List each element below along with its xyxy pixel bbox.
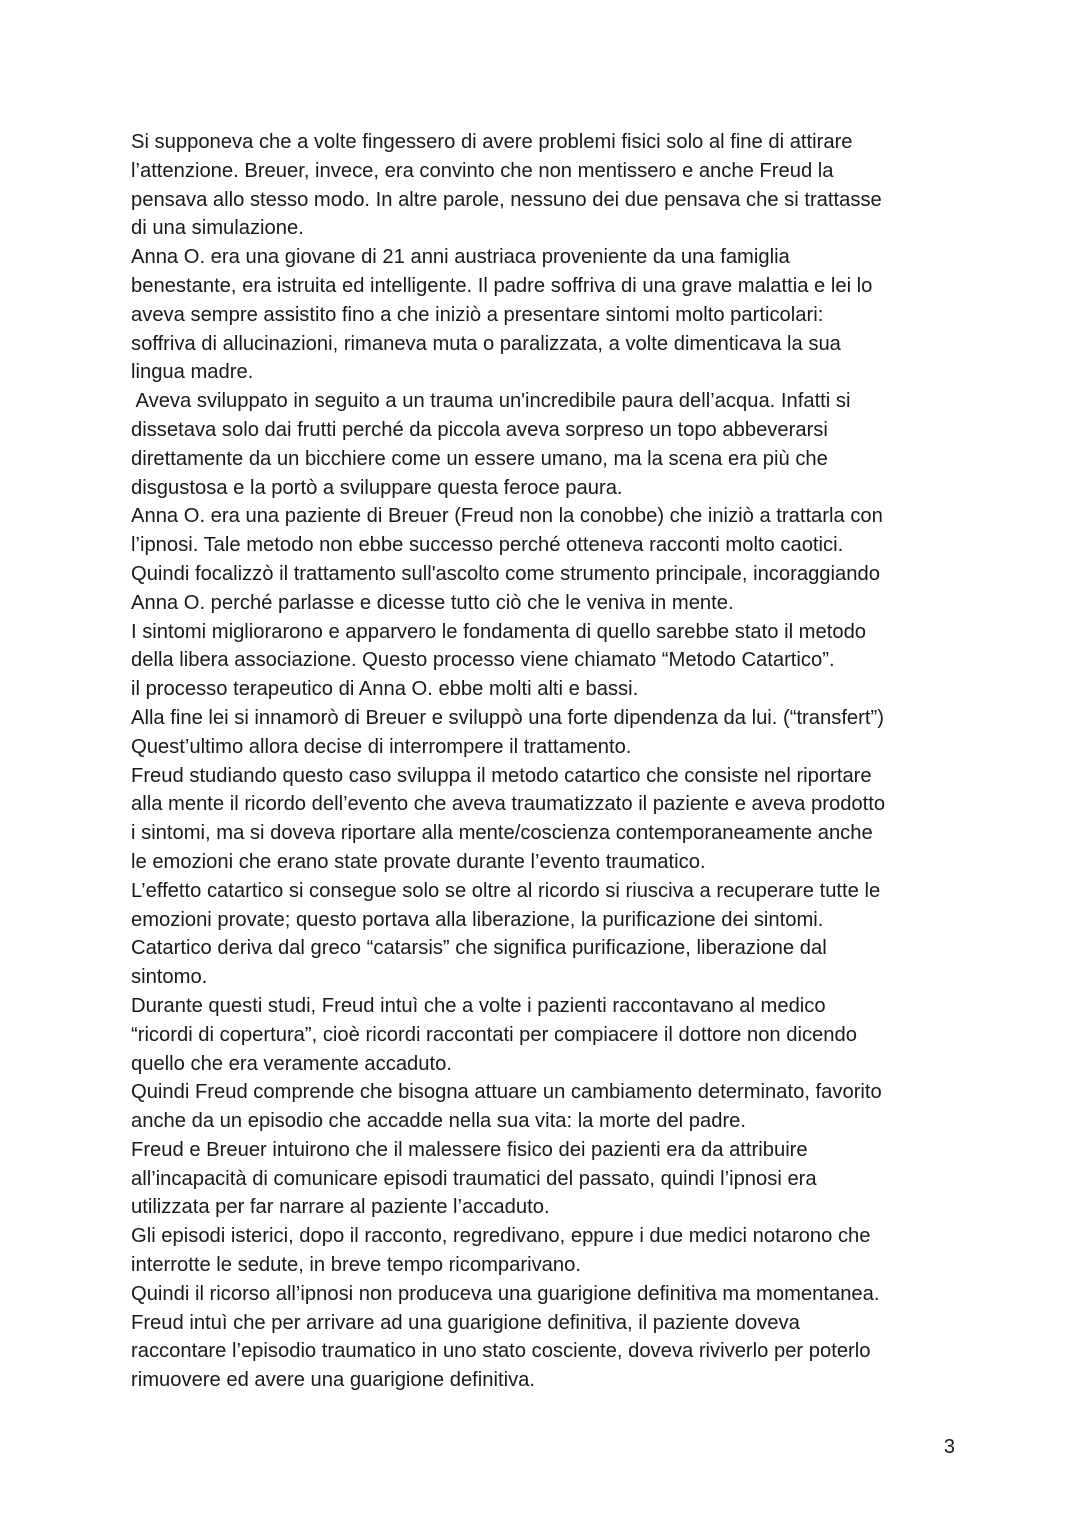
text-line: benestante, era istruita ed intelligente. Il padre soffriva di una grave malattia e lei lo bbox=[131, 274, 873, 297]
text-line: Freud studiando questo caso sviluppa il metodo catartico che consiste nel riportare bbox=[131, 764, 872, 787]
text-line: “ricordi di copertura”, cioè ricordi raccontati per compiacere il dottore non dicendo bbox=[131, 1023, 857, 1046]
text-line: Anna O. era una giovane di 21 anni austriaca proveniente da una famiglia bbox=[131, 246, 790, 269]
text-line: Quest’ultimo allora decise di interrompere il trattamento. bbox=[131, 735, 632, 758]
text-line: Durante questi studi, Freud intuì che a volte i pazienti raccontavano al medico bbox=[131, 994, 826, 1017]
text-line: l’attenzione. Breuer, invece, era convinto che non mentissero e anche Freud la bbox=[131, 159, 834, 182]
text-line: soffriva di allucinazioni, rimaneva muta o paralizzata, a volte dimenticava la sua bbox=[131, 332, 841, 355]
text-line: Freud e Breuer intuirono che il malessere fisico dei pazienti era da attribuire bbox=[131, 1138, 808, 1161]
text-line: Quindi il ricorso all’ipnosi non produceva una guarigione definitiva ma momentanea. bbox=[131, 1282, 880, 1305]
text-line: I sintomi migliorarono e apparvero le fondamenta di quello sarebbe stato il metodo bbox=[131, 620, 867, 643]
text-line: Si supponeva che a volte fingessero di avere problemi fisici solo al fine di attirare bbox=[131, 131, 853, 153]
text-line: Anna O. perché parlasse e dicesse tutto ciò che le veniva in mente. bbox=[131, 591, 734, 614]
body-text bbox=[131, 128, 961, 1395]
text-line: Catartico deriva dal greco “catarsis” che significa purificazione, liberazione dal bbox=[131, 937, 827, 960]
text-line: L’effetto catartico si consegue solo se oltre al ricordo si riusciva a recuperare tutte le bbox=[131, 879, 881, 902]
text-line: Anna O. era una paziente di Breuer (Freud non la conobbe) che iniziò a trattarla con bbox=[131, 505, 883, 528]
text-line: quello che era veramente accaduto. bbox=[131, 1052, 452, 1075]
text-line: Alla fine lei si innamorò di Breuer e sviluppò una forte dipendenza da lui. (“transfert”) bbox=[131, 706, 884, 729]
text-line: Quindi focalizzò il trattamento sull'ascolto come strumento principale, incoraggiando bbox=[131, 562, 880, 585]
text-line: anche da un episodio che accadde nella sua vita: la morte del padre. bbox=[131, 1110, 747, 1133]
text-line: rimuovere ed avere una guarigione definitiva. bbox=[131, 1369, 535, 1392]
text-line: Gli episodi isterici, dopo il racconto, regredivano, eppure i due medici notarono che bbox=[131, 1225, 871, 1248]
text-line: sintomo. bbox=[131, 966, 208, 989]
text-line: dissetava solo dai frutti perché da piccola aveva sorpreso un topo abbeverarsi bbox=[131, 418, 828, 441]
text-line: il processo terapeutico di Anna O. ebbe molti alti e bassi. bbox=[131, 678, 639, 701]
text-line: l’ipnosi. Tale metodo non ebbe successo perché otteneva racconti molto caotici. bbox=[131, 534, 844, 557]
text-line: raccontare l’episodio traumatico in uno stato cosciente, doveva riviverlo per poterlo bbox=[131, 1340, 871, 1363]
text-line: della libera associazione. Questo processo viene chiamato “Metodo Catartico”. bbox=[131, 649, 835, 672]
page-number: 3 bbox=[943, 1436, 955, 1458]
text-line: interrotte le sedute, in breve tempo ricomparivano. bbox=[131, 1254, 581, 1277]
text-line: lingua madre. bbox=[131, 361, 254, 384]
text-line: Aveva sviluppato in seguito a un trauma un'incredibile paura dell’acqua. Infatti si bbox=[131, 390, 851, 413]
text-line: emozioni provate; questo portava alla liberazione, la purificazione dei sintomi. bbox=[131, 908, 824, 931]
text-line: all’incapacità di comunicare episodi traumatici del passato, quindi l’ipnosi era bbox=[131, 1167, 817, 1190]
text-line: di una simulazione. bbox=[131, 217, 304, 240]
text-line: Quindi Freud comprende che bisogna attuare un cambiamento determinato, favorito bbox=[131, 1081, 882, 1104]
text-line: alla mente il ricordo dell’evento che aveva traumatizzato il paziente e aveva prodotto bbox=[131, 793, 886, 816]
text-line: le emozioni che erano state provate durante l’evento traumatico. bbox=[131, 850, 706, 873]
text-line: pensava allo stesso modo. In altre parole, nessuno dei due pensava che si trattasse bbox=[131, 188, 882, 211]
text-line: utilizzata per far narrare al paziente l’accaduto. bbox=[131, 1196, 550, 1219]
text-line: aveva sempre assistito fino a che iniziò a presentare sintomi molto particolari: bbox=[131, 303, 824, 326]
text-line: Freud intuì che per arrivare ad una guarigione definitiva, il paziente doveva bbox=[131, 1311, 800, 1334]
text-line: disgustosa e la portò a sviluppare questa feroce paura. bbox=[131, 476, 623, 499]
text-line: direttamente da un bicchiere come un essere umano, ma la scena era più che bbox=[131, 447, 828, 470]
text-line: i sintomi, ma si doveva riportare alla mente/coscienza contemporaneamente anche bbox=[131, 822, 873, 845]
